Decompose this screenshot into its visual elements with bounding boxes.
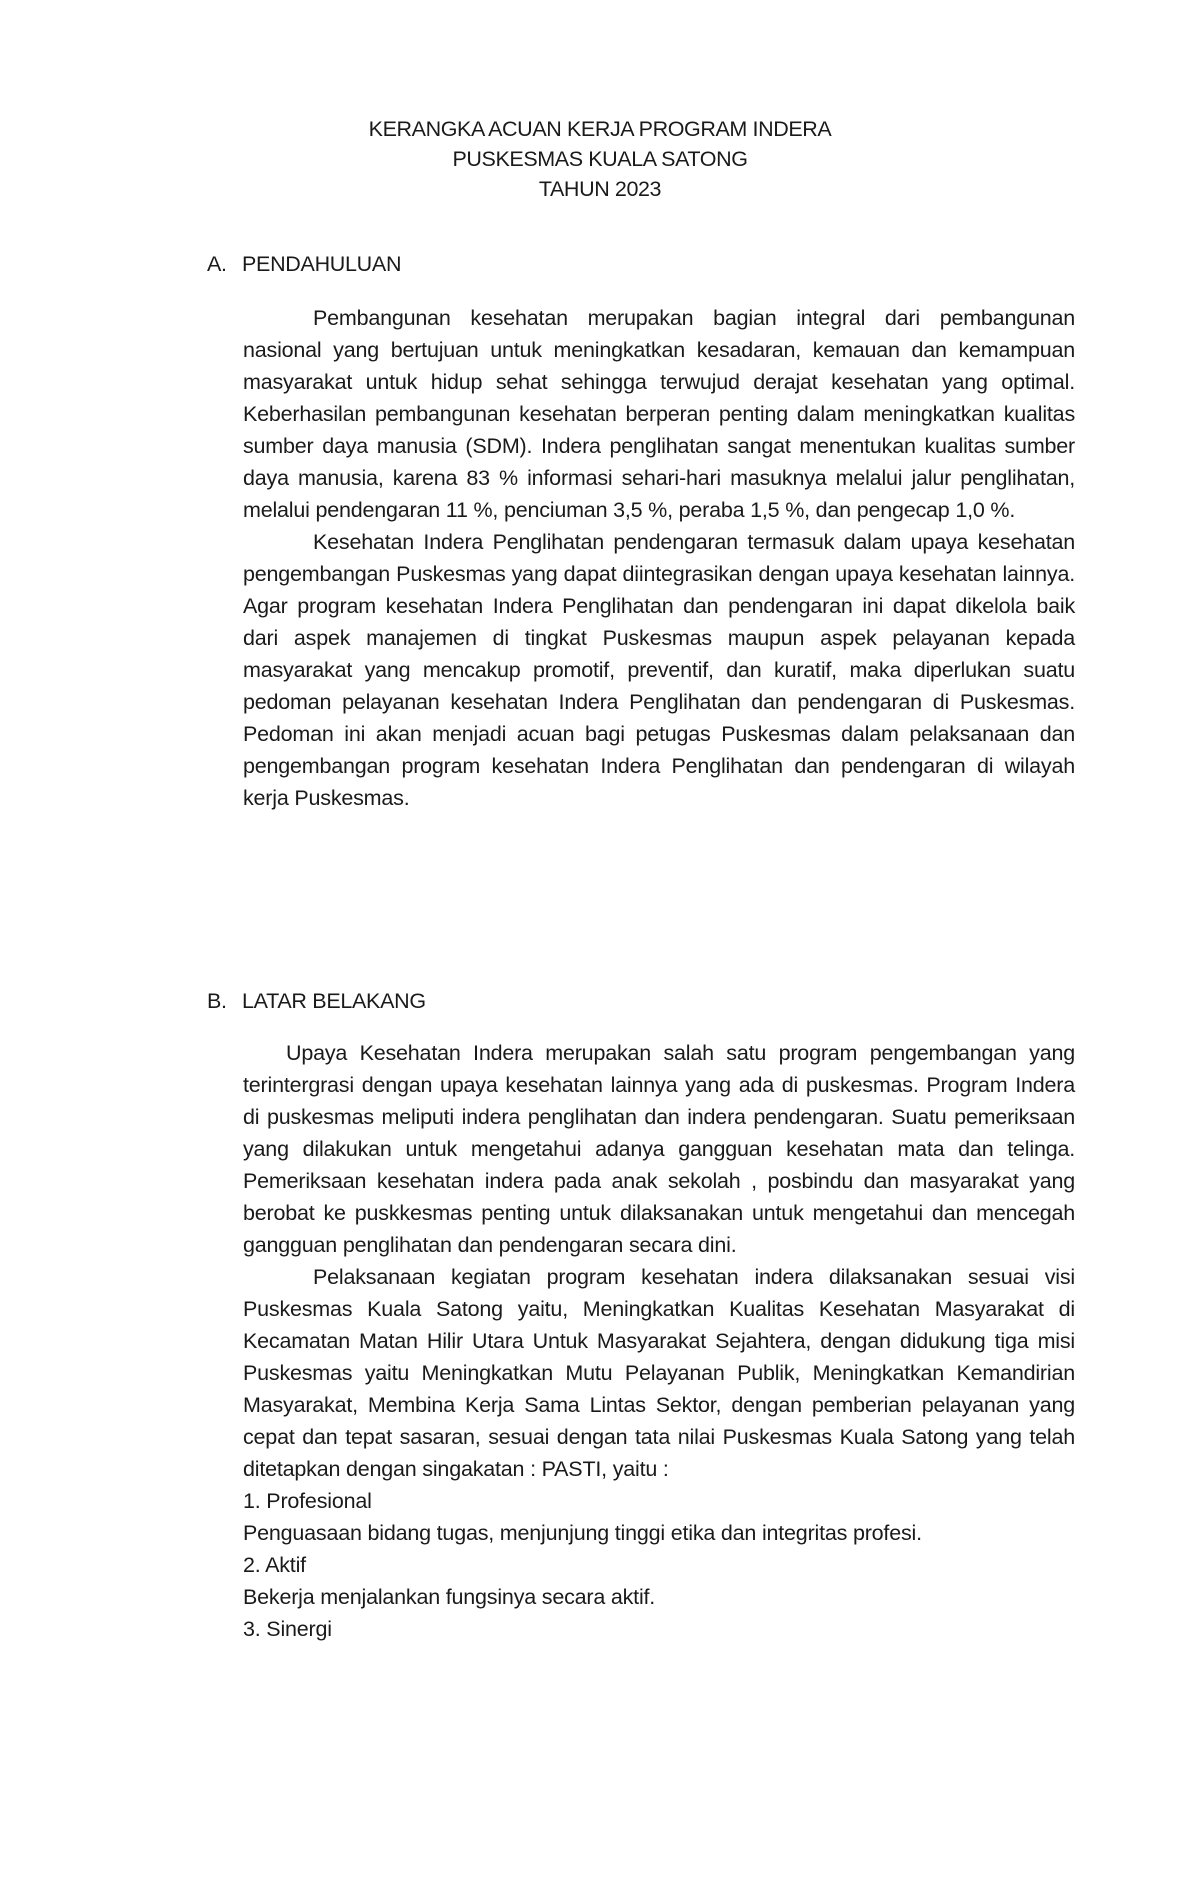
section-a-paragraph-1: Pembangunan kesehatan merupakan bagian integral dari pembangunan nasional yang bertujuan untuk meningkatkan kesadaran, kemauan dan kemampuan masyarakat untuk hidup sehat sehingga terwujud derajat kesehatan yang optimal. Keberhasilan pembangunan kesehatan berperan penting dalam meningkatkan kualitas sumber daya manusia (SDM). Indera penglihatan sangat menentukan kualitas sumber daya manusia, karena 83 % informasi sehari-hari masuknya melalui jalur penglihatan, melalui pendengaran 11 %, penciuman 3,5 %, peraba 1,5 %, dan pengecap 1,0 %.: [243, 306, 1075, 522]
values-list-item-3-label: 3. Sinergi: [243, 1617, 332, 1641]
title-line-2: PUSKESMAS KUALA SATONG: [452, 147, 748, 171]
section-a-title: PENDAHULUAN: [242, 252, 402, 276]
values-list-item-1-label: 1. Profesional: [243, 1489, 372, 1513]
values-list-item-2-label: 2. Aktif: [243, 1553, 306, 1577]
values-list-item-2-description: Bekerja menjalankan fungsinya secara aktif.: [243, 1585, 656, 1609]
section-b-paragraph-2: Pelaksanaan kegiatan program kesehatan indera dilaksanakan sesuai visi Puskesmas Kuala Satong yaitu, Meningkatkan Kualitas Kesehatan Masyarakat di Kecamatan Matan Hilir Utara Untuk Masyarakat Sejahtera, dengan didukung tiga misi Puskesmas yaitu Meningkatkan Mutu Pelayanan Publik, Meningkatkan Kemandirian Masyarakat, Membina Kerja Sama Lintas Sektor, dengan pemberian pelayanan yang cepat dan tepat sasaran, sesuai dengan tata nilai Puskesmas Kuala Satong yang telah ditetapkan dengan singakatan : PASTI, yaitu :: [243, 1265, 1075, 1481]
title-line-1: KERANGKA ACUAN KERJA PROGRAM INDERA: [368, 117, 832, 141]
section-a-body: [243, 302, 1075, 814]
title-line-3: TAHUN 2023: [538, 177, 662, 201]
section-a-heading: [207, 249, 401, 279]
section-a-paragraph-2: Kesehatan Indera Penglihatan pendengaran termasuk dalam upaya kesehatan pengembangan Puskesmas yang dapat diintegrasikan dengan upaya kesehatan lainnya. Agar program kesehatan Indera Penglihatan dan pendengaran ini dapat dikelola baik dari aspek manajemen di tingkat Puskesmas maupun aspek pelayanan kepada masyarakat yang mencakup promotif, preventif, dan kuratif, maka diperlukan suatu pedoman pelayanan kesehatan Indera Penglihatan dan pendengaran di Puskesmas. Pedoman ini akan menjadi acuan bagi petugas Puskesmas dalam pelaksanaan dan pengembangan program kesehatan Indera Penglihatan dan pendengaran di wilayah kerja Puskesmas.: [243, 530, 1075, 810]
section-b-paragraph-1: Upaya Kesehatan Indera merupakan salah satu program pengembangan yang terintergrasi dengan upaya kesehatan lainnya yang ada di puskesmas. Program Indera di puskesmas meliputi indera penglihatan dan indera pendengaran. Suatu pemeriksaan yang dilakukan untuk mengetahui adanya gangguan kesehatan mata dan telinga. Pemeriksaan kesehatan indera pada anak sekolah , posbindu dan masyarakat yang berobat ke puskkesmas penting untuk dilaksanakan untuk mengetahui dan mencegah gangguan penglihatan dan pendengaran secara dini.: [243, 1041, 1075, 1257]
section-b-body: [243, 1037, 1075, 1645]
document-title: [0, 114, 1200, 204]
section-a-letter: A.: [207, 252, 227, 276]
section-b-letter: B.: [207, 989, 227, 1013]
section-b-title: LATAR BELAKANG: [242, 989, 426, 1013]
section-b-heading: [207, 986, 426, 1016]
values-list-item-1-description: Penguasaan bidang tugas, menjunjung tinggi etika dan integritas profesi.: [243, 1521, 922, 1545]
